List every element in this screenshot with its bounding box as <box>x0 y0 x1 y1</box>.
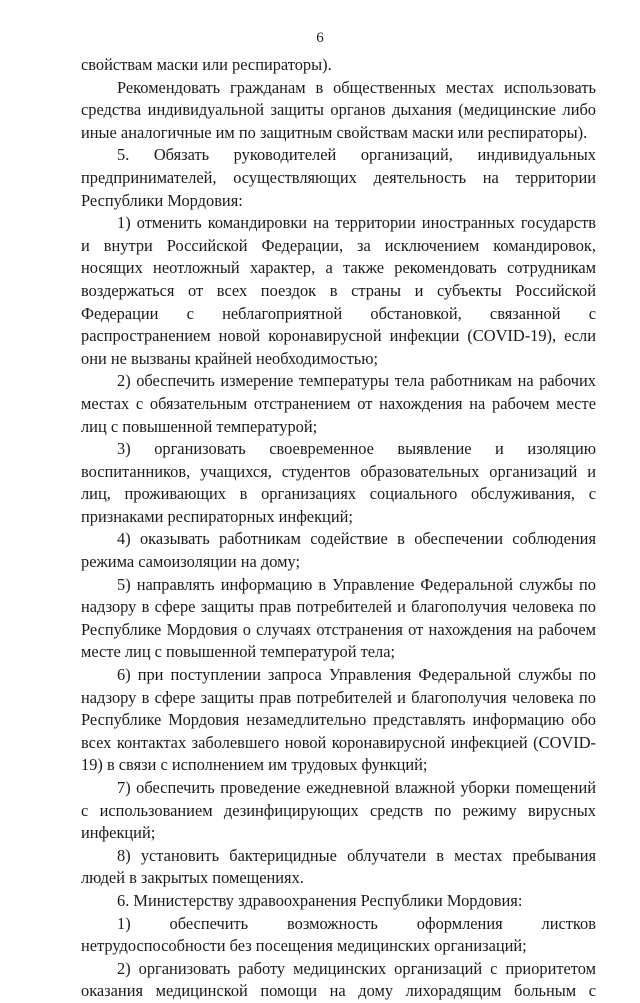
paragraph-item-6-ministry: 6. Министерству здравоохранения Республики Мордовия: <box>117 890 523 910</box>
paragraph-item-5-oblige: 5. Обязать руководителей организаций, индивидуальных предпринимателей, осуществляющих деятельность на территории Республики Мордовия: <box>81 145 596 210</box>
paragraph-subitem-4-self-isolation: 4) оказывать работникам содействие в обеспечении соблюдения режима самоизоляции на дому; <box>81 529 596 572</box>
page-number: 6 <box>316 30 324 46</box>
paragraph-subitem-5-report: 5) направлять информацию в Управление Федеральной службы по надзору в сфере защиты прав потребителей и благополучия человека по Республике Мордовия о случаях отстранения от нахождения на рабочем месте лиц с повышенной температурой тела; <box>81 574 596 662</box>
paragraph-recommend-citizens: Рекомендовать гражданам в общественных местах использовать средства индивидуальной защиты органов дыхания (медицинские либо иные аналогичные им по защитным свойствам маски или респираторы). <box>81 77 596 142</box>
paragraph-mask-continuation: свойствам маски или респираторы). <box>81 55 332 74</box>
paragraph-ministry-subitem-2: 2) организовать работу медицинских организаций с приоритетом оказания медицинской помощи на дому лихорадящим больным с <box>81 958 596 1001</box>
document-body <box>81 54 596 1003</box>
paragraph-subitem-2-temperature: 2) обеспечить измерение температуры тела работникам на рабочих местах с обязательным отстранением от нахождения на рабочем месте лиц с повышенной температурой; <box>81 371 596 436</box>
paragraph-subitem-8-irradiators: 8) установить бактерицидные облучатели в местах пребывания людей в закрытых помещениях. <box>81 845 596 888</box>
paragraph-subitem-1-business-trips: 1) отменить командировки на территории иностранных государств и внутри Российской Федерации, за исключением командировок, носящих неотложный характер, а также рекомендовать сотрудникам воздержаться от всех поездок в страны и субъекты Российской Федерации с неблагоприятной обстановкой, связанной с распространением новой коронавирусной инфекции (COVID-19), если они не вызваны крайней необходимостью; <box>81 213 596 368</box>
paragraph-subitem-6-contacts: 6) при поступлении запроса Управления Федеральной службы по надзору в сфере защиты прав потребителей и благополучия человека по Республике Мордовия незамедлительно представлять информацию обо всех контактах заболевшего новой коронавирусной инфекцией (COVID-19) в связи с исполнением им трудовых функций; <box>81 665 596 775</box>
paragraph-subitem-7-cleaning: 7) обеспечить проведение ежедневной влажной уборки помещений с использованием дезинфицирующих средств по режиму вирусных инфекций; <box>81 778 596 843</box>
paragraph-subitem-3-isolation: 3) организовать своевременное выявление и изоляцию воспитанников, учащихся, студентов образовательных организаций и лиц, проживающих в организациях социального обслуживания, с признаками респираторных инфекций; <box>81 439 596 526</box>
paragraph-ministry-subitem-1: 1) обеспечить возможность оформления листков нетрудоспособности без посещения медицинских организаций; <box>81 913 596 956</box>
